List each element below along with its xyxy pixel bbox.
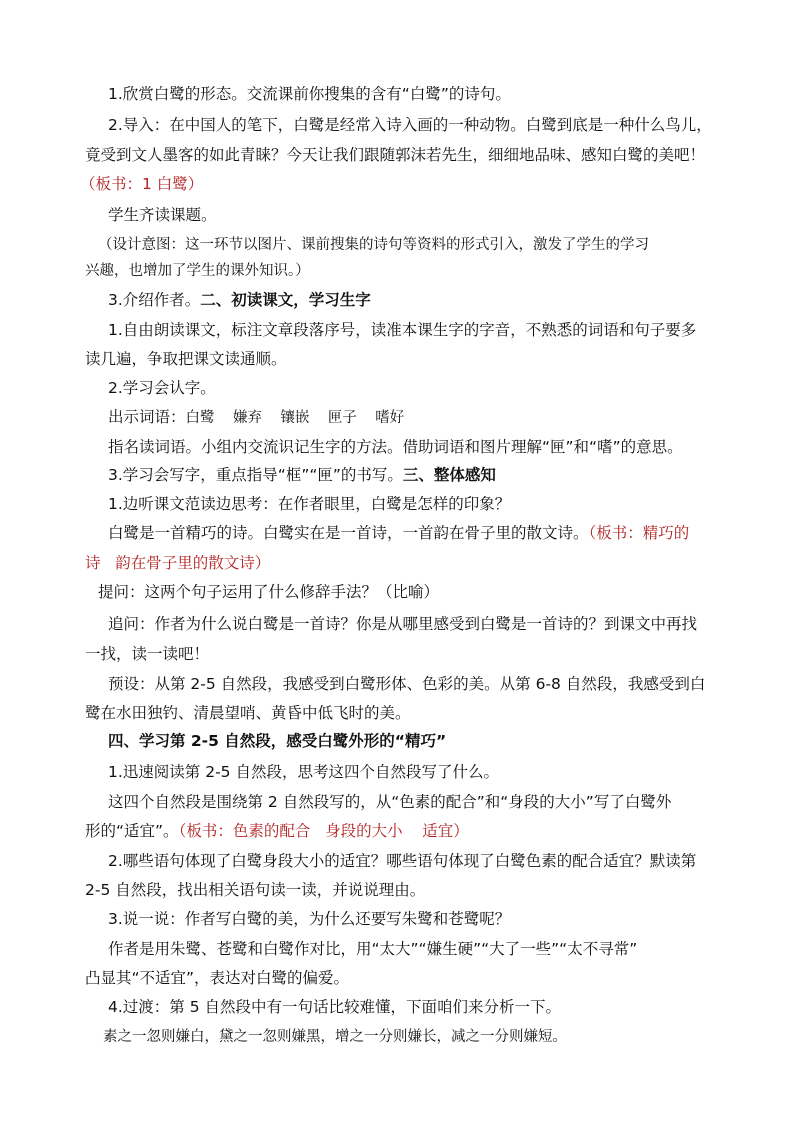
question-rhetoric: 提问：这两个句子运用了什么修辞手法？（比喻） bbox=[98, 583, 440, 601]
board-note-poem: （板书：精巧的 bbox=[588, 524, 690, 542]
show-words-label: 出示词语： bbox=[108, 408, 186, 426]
section-3-heading: 三、整体感知 bbox=[402, 466, 496, 484]
preset-answer: 预设：从第 2-5 自然段，我感受到白鹭形体、色彩的美。从第 6-8 自然段，我感受到白 bbox=[108, 675, 706, 693]
quick-reading: 1.迅速阅读第 2-5 自然段，思考这四个自然段写了什么。 bbox=[108, 763, 499, 781]
which-sentences: 2.哪些语句体现了白鹭身段大小的适宜？哪些语句体现了白鹭色素的配合适宜？默读第 bbox=[108, 852, 697, 870]
transition: 4.过渡：第 5 自然段中有一句话比较难懂，下面咱们来分析一下。 bbox=[108, 998, 562, 1016]
say-why-contrast: 3.说一说：作者写白鹭的美，为什么还要写朱鹭和苍鹭呢？ bbox=[108, 910, 511, 928]
quoted-sentence: 素之一忽则嫌白，黛之一忽则嫌黑，增之一分则嫌长，减之一分则嫌短。 bbox=[103, 1029, 567, 1045]
design-intent-cont: 兴趣，也增加了学生的课外知识。） bbox=[85, 263, 310, 279]
answer-poem: 白鹭是一首精巧的诗。白鹭实在是一首诗，一首韵在骨子里的散文诗。 bbox=[108, 524, 589, 542]
introduce-author-line bbox=[108, 290, 371, 310]
vocab-words: 白鹭 嫌弃 镶嵌 匣子 嗜好 bbox=[185, 410, 405, 426]
step-1-appreciate: 1.欣赏白鹭的形态。交流课前你搜集的含有“白鹭”的诗句。 bbox=[108, 85, 511, 103]
step-2-intro-cont: 竟受到文人墨客的如此青睐？今天让我们跟随郭沫若先生，细细地品味、感知白鹭的美吧！ bbox=[85, 146, 706, 164]
preset-answer-cont: 鹭在水田独钓、清晨望哨、黄昏中低飞时的美。 bbox=[85, 704, 411, 722]
section-4-heading: 四、学习第 2-5 自然段，感受白鹭外形的“精巧” bbox=[108, 732, 447, 750]
contrast-explanation-cont: 凸显其“不适宜”，表达对白鹭的偏爱。 bbox=[85, 969, 350, 987]
suitable-line bbox=[85, 821, 469, 841]
suitable-text: 形的“适宜”。 bbox=[85, 822, 179, 840]
contrast-explanation: 作者是用朱鹭、苍鹭和白鹭作对比，用“太大”“嫌生硬”“大了一些”“太不寻常” bbox=[108, 940, 638, 958]
board-note-title: （板书：1 白鹭） bbox=[80, 175, 204, 193]
listen-and-think: 1.边听课文范读边思考：在作者眼里，白鹭是怎样的印象？ bbox=[108, 495, 511, 513]
section-2-heading: 二、初读课文，学习生字 bbox=[200, 291, 371, 309]
board-note-suitable: （板书：色素的配合 身段的大小 适宜） bbox=[178, 822, 469, 840]
design-intent: （设计意图：这一环节以图片、课前搜集的诗句等资料的形式引入，激发了学生的学习 bbox=[98, 237, 649, 253]
free-reading: 1.自由朗读课文，标注文章段落序号，读准本课生字的字音，不熟悉的词语和句子要多 bbox=[108, 321, 697, 339]
read-words: 指名读词语。小组内交流识记生字的方法。借助词语和图片理解“匣”和“嗜”的意思。 bbox=[108, 438, 683, 456]
introduce-author: 3.介绍作者。 bbox=[108, 291, 201, 309]
follow-up-question-cont: 一找，读一读吧！ bbox=[85, 645, 210, 663]
learn-write-chars: 3.学习会写字，重点指导“框”“匣”的书写。 bbox=[108, 466, 403, 484]
students-read-title: 学生齐读课题。 bbox=[108, 206, 217, 224]
step-2-intro: 2.导入：在中国人的笔下，白鹭是经常入诗入画的一种动物。白鹭到底是一种什么鸟儿， bbox=[108, 116, 712, 134]
show-words-line bbox=[108, 407, 404, 428]
board-note-poem-cont: 诗 韵在骨子里的散文诗） bbox=[85, 554, 271, 572]
which-sentences-cont: 2-5 自然段，找出相关语句读一读，并说说理由。 bbox=[85, 881, 426, 899]
learn-write-chars-line bbox=[108, 465, 496, 485]
four-paragraphs: 这四个自然段是围绕第 2 自然段写的，从“色素的配合”和“身段的大小”写了白鹭外 bbox=[108, 793, 672, 811]
answer-poem-line bbox=[108, 523, 689, 543]
free-reading-cont: 读几遍，争取把课文读通顺。 bbox=[85, 350, 287, 368]
learn-recognize-chars: 2.学习会认字。 bbox=[108, 379, 216, 397]
follow-up-question: 追问：作者为什么说白鹭是一首诗？你是从哪里感受到白鹭是一首诗的？到课文中再找 bbox=[108, 615, 698, 633]
